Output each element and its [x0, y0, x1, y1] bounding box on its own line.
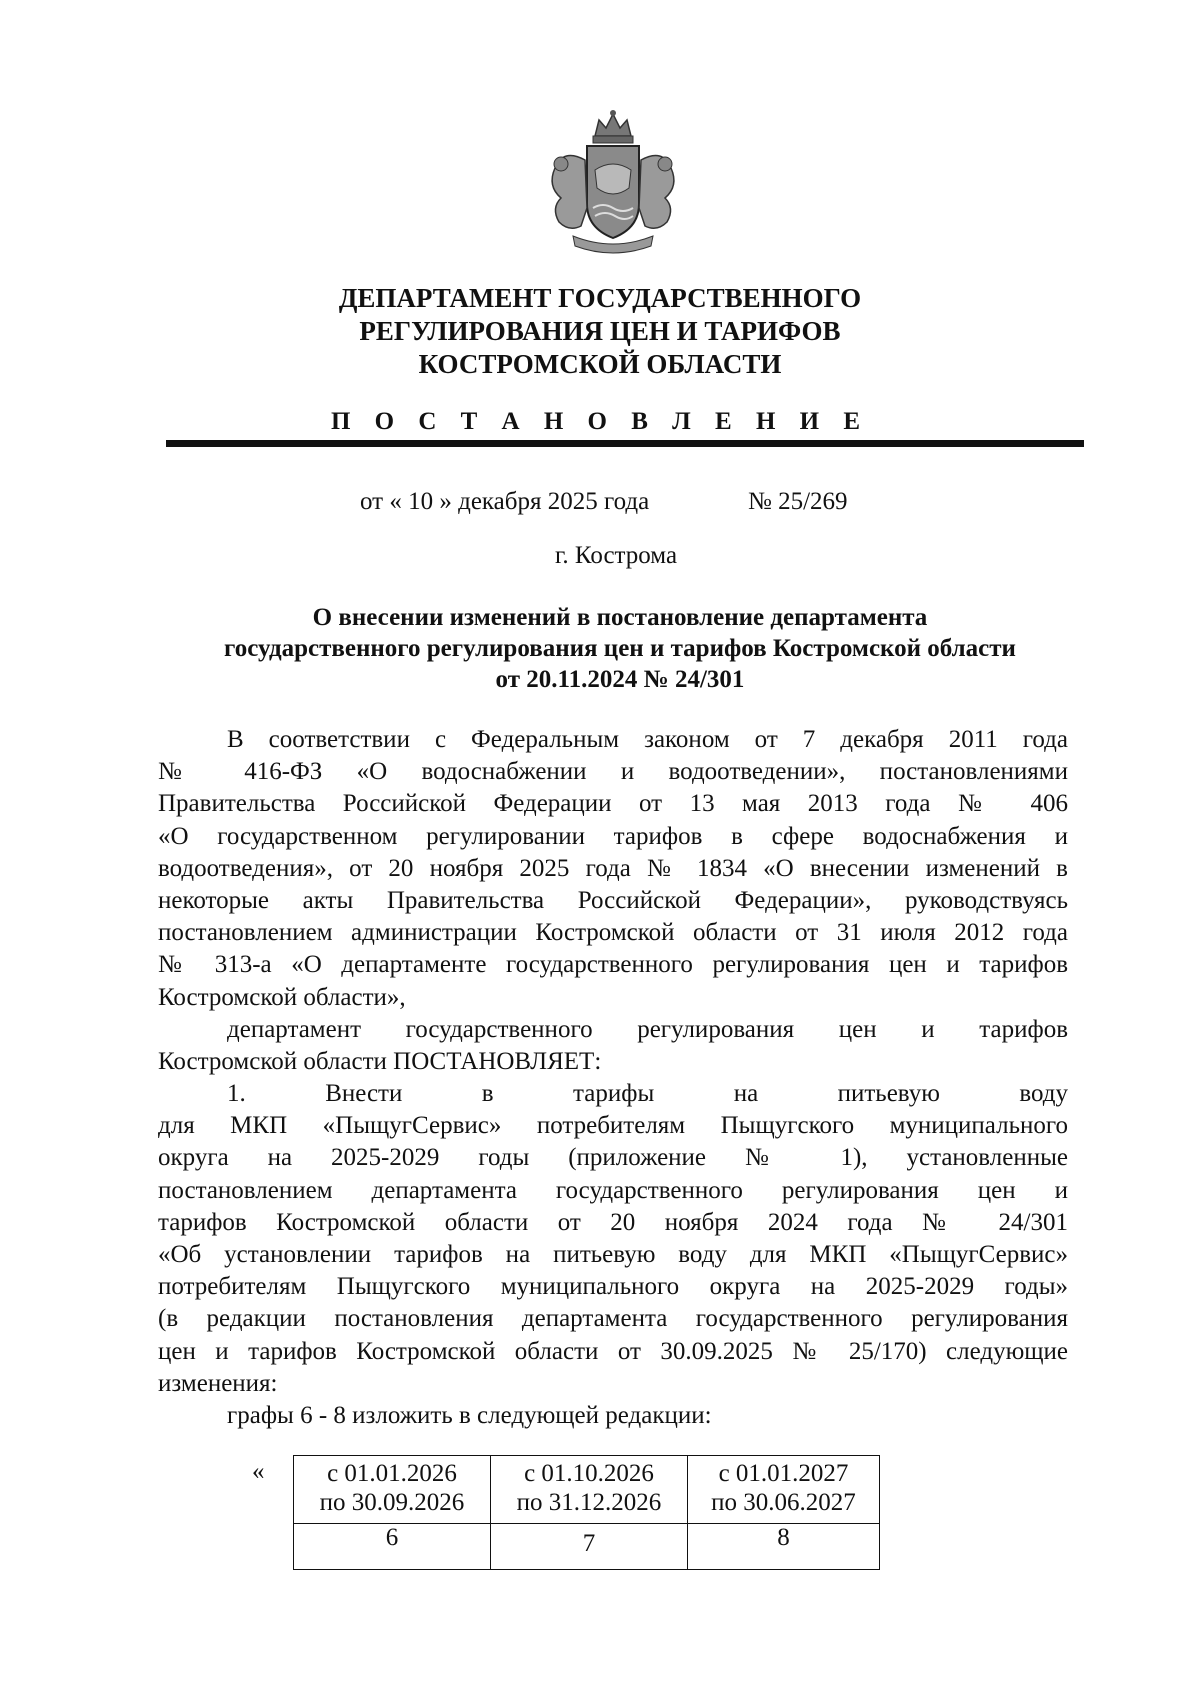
document-city: г. Кострома	[554, 542, 678, 569]
document-date: от « 10 » декабря 2025 года	[360, 488, 650, 515]
paragraph-line: «О государственном регулировании тарифов в сфере водоснабжения и	[158, 822, 1068, 850]
paragraph-line: потребителям Пыщугского муниципального округа на 2025-2029 годы»	[158, 1273, 1068, 1301]
paragraph-resolves	[158, 1014, 1068, 1078]
period-to: по 31.12.2026	[516, 1489, 662, 1516]
table-open-quote: «	[252, 1458, 265, 1485]
paragraph-line: изменения:	[158, 1369, 278, 1397]
kostroma-coat-of-arms-icon	[533, 108, 693, 258]
paragraph-line: (в редакции постановления департамента государственного регулирования	[158, 1305, 1068, 1333]
period-from: с 01.10.2026	[524, 1460, 654, 1487]
paragraph-line: цен и тарифов Костромской области от 30.09.2025 № 25/170) следующие	[158, 1337, 1068, 1365]
paragraph-line: В соответствии с Федеральным законом от 7 декабря 2011 года	[227, 726, 1068, 753]
department-title-line: ДЕПАРТАМЕНТ ГОСУДАРСТВЕННОГО	[338, 283, 862, 313]
department-title	[0, 282, 1200, 381]
paragraph-line: Костромской области»,	[158, 983, 406, 1011]
paragraph-line: № 313-а «О департаменте государственного регулирования цен и тарифов	[158, 951, 1068, 979]
paragraph-preamble	[158, 724, 1068, 1014]
column-number-cell: 7	[491, 1524, 688, 1570]
subject-line: государственного регулирования цен и тарифов Костромской области	[224, 635, 1016, 662]
column-number-cell: 8	[688, 1524, 880, 1570]
document-type: П О С Т А Н О В Л Е Н И Е	[330, 408, 870, 435]
table-header-cell	[688, 1456, 880, 1524]
tariff-columns-table	[293, 1455, 880, 1570]
paragraph-line: Правительства Российской Федерации от 13 мая 2013 года № 406	[158, 790, 1068, 818]
table-row	[294, 1524, 880, 1570]
paragraph-line: некоторые акты Правительства Российской Федерации», руководствуясь	[158, 887, 1068, 915]
paragraph-line: водоотведения», от 20 ноября 2025 года № 1834 «О внесении изменений в	[158, 854, 1068, 882]
subject-line: О внесении изменений в постановление департамента	[312, 604, 928, 631]
department-title-line: КОСТРОМСКОЙ ОБЛАСТИ	[418, 349, 782, 379]
paragraph-line: 1. Внести в тарифы на питьевую воду	[227, 1080, 1068, 1107]
table-header-row	[294, 1456, 880, 1524]
period-to: по 30.09.2026	[319, 1489, 465, 1516]
paragraph-line: для МКП «ПыщугСервис» потребителям Пыщугского муниципального	[158, 1112, 1068, 1140]
paragraph-line: округа на 2025-2029 годы (приложение № 1), установленные	[158, 1144, 1068, 1172]
paragraph-line: графы 6 - 8 изложить в следующей редакции:	[227, 1402, 712, 1429]
department-title-line: РЕГУЛИРОВАНИЯ ЦЕН И ТАРИФОВ	[359, 316, 841, 346]
document-number: № 25/269	[748, 488, 848, 515]
paragraph-line: департамент государственного регулирования цен и тарифов	[227, 1016, 1068, 1043]
table-header-cell	[294, 1456, 491, 1524]
table-header-cell	[491, 1456, 688, 1524]
subject-line: от 20.11.2024 № 24/301	[495, 666, 745, 693]
header-rule	[166, 440, 1084, 447]
column-number-cell: 6	[294, 1524, 491, 1570]
period-to: по 30.06.2027	[711, 1489, 856, 1516]
period-from: с 01.01.2026	[327, 1460, 457, 1487]
paragraph-columns-note	[158, 1400, 1068, 1432]
paragraph-line: постановлением администрации Костромской области от 31 июля 2012 года	[158, 919, 1068, 947]
paragraph-line: № 416-ФЗ «О водоснабжении и водоотведении», постановлениями	[158, 758, 1068, 786]
paragraph-line: «Об установлении тарифов на питьевую воду для МКП «ПыщугСервис»	[158, 1241, 1068, 1269]
document-subject	[120, 602, 1120, 695]
paragraph-line: тарифов Костромской области от 20 ноября 2024 года № 24/301	[158, 1208, 1068, 1236]
paragraph-line: постановлением департамента государственного регулирования цен и	[158, 1176, 1068, 1204]
period-from: с 01.01.2027	[718, 1460, 849, 1487]
paragraph-line: Костромской области ПОСТАНОВЛЯЕТ:	[158, 1048, 602, 1076]
paragraph-item-1	[158, 1078, 1068, 1400]
